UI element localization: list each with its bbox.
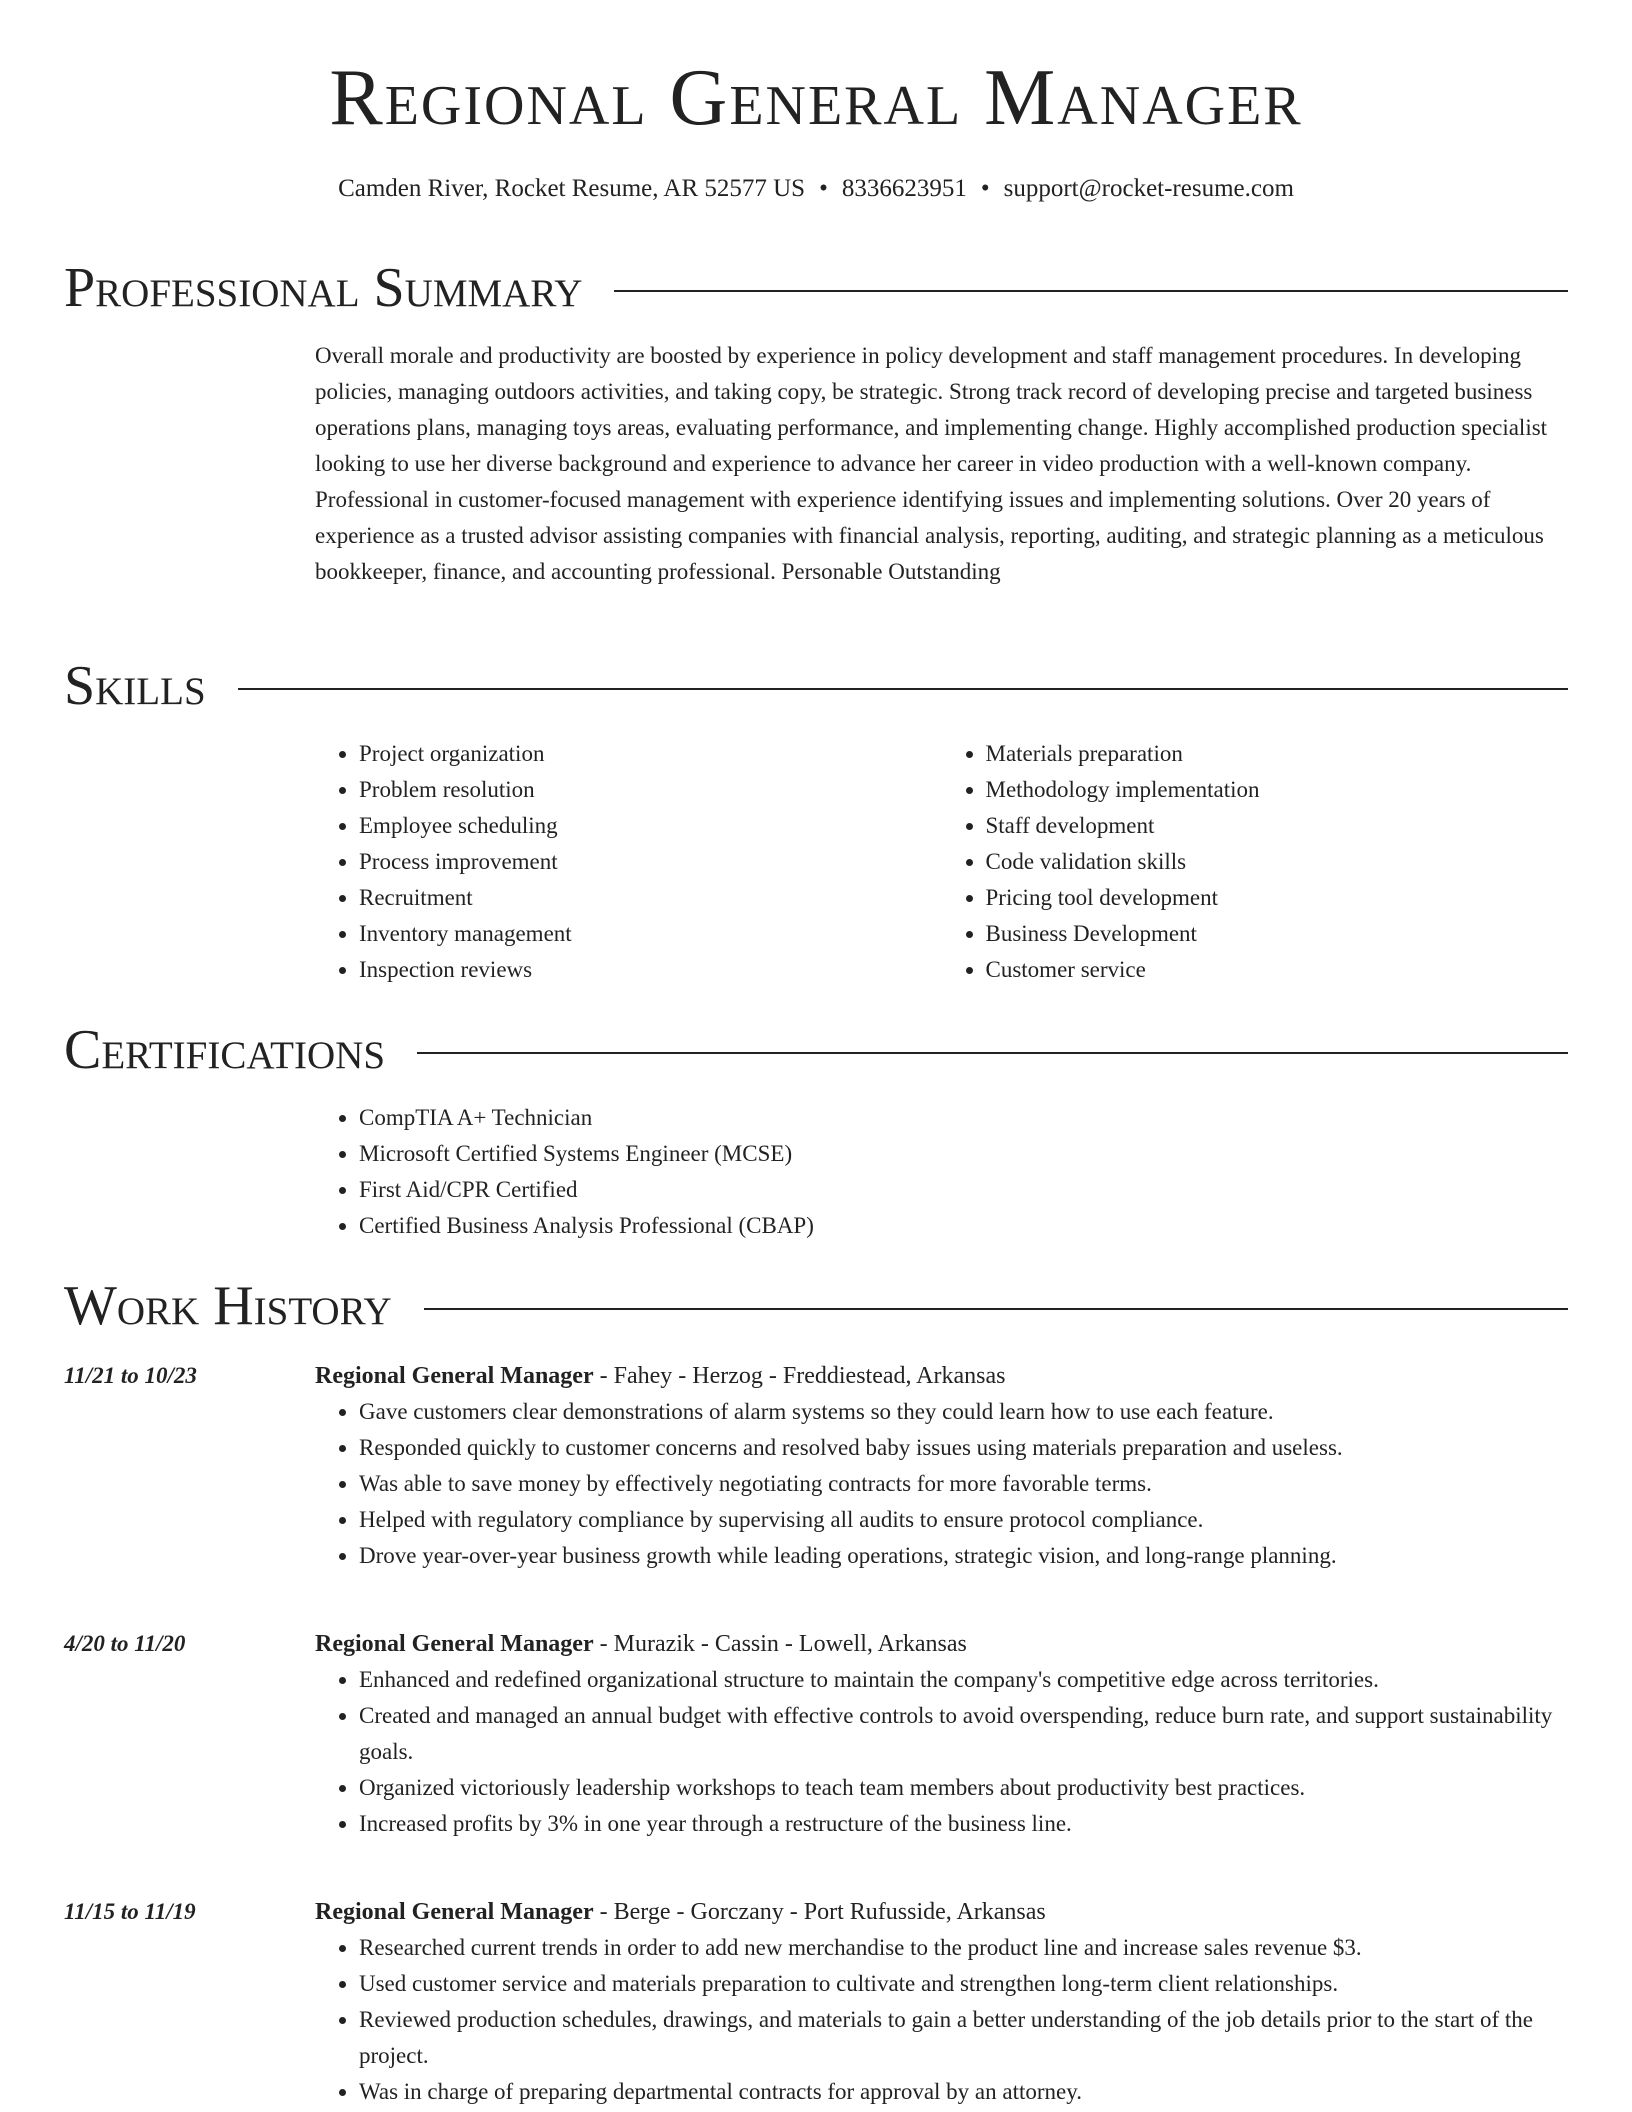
work-section-header [64,1275,1568,1337]
certification-item: • CompTIA A+ Technician [359,1100,1568,1136]
skill-item: • Inspection reviews [359,952,942,988]
skill-item: • Recruitment [359,880,942,916]
job-bullet: • Created and managed an annual budget with effective controls to avoid overspending, reduce burn rate, and support sustainability goals. [359,1698,1568,1770]
certification-item: • Certified Business Analysis Professional (CBAP) [359,1208,1568,1244]
job-bullet: • Researched current trends in order to add new merchandise to the product line and increase sales revenue $3. [359,1930,1568,1966]
job-bullets [315,1662,1568,1842]
resume-name: Regional General Manager [329,54,1303,142]
job-employer: - Fahey - Herzog - Freddiestead, Arkansas [593,1363,1006,1389]
contact-address: Camden River, Rocket Resume, AR 52577 US [338,175,806,202]
skills-body [315,736,1568,988]
skill-item: • Employee scheduling [359,808,942,844]
section-divider [238,688,1568,690]
job-header [315,1358,1568,1394]
certifications-section-header [64,1019,1568,1081]
summary-body [315,338,1568,590]
job-bullets [315,1394,1568,1574]
skill-item: • Materials preparation [986,736,1569,772]
section-divider [614,290,1568,292]
job-employer: - Murazik - Cassin - Lowell, Arkansas [593,1631,967,1657]
certifications-list [315,1100,1568,1244]
job-title: Regional General Manager [315,1631,594,1657]
certification-item: • Microsoft Certified Systems Engineer (MCSE) [359,1136,1568,1172]
contact-separator: • [819,175,828,202]
certifications-heading: Certifications [64,1019,386,1081]
job-bullet: • Enhanced and redefined organizational structure to maintain the company's competitive edge across territories. [359,1662,1568,1698]
job-entry [315,1358,1568,1574]
job-bullet: • Drove year-over-year business growth while leading operations, strategic vision, and long-range planning. [359,1538,1568,1574]
job-entry [315,1894,1568,2110]
contact-email: support@rocket-resume.com [1003,175,1294,202]
skill-item: • Process improvement [359,844,942,880]
job-bullet: • Responded quickly to customer concerns and resolved baby issues using materials preparation and useless. [359,1430,1568,1466]
contact-phone: 8336623951 [841,175,967,202]
summary-section-header [64,257,1568,319]
section-divider [424,1308,1568,1310]
skill-item: • Customer service [986,952,1569,988]
job-dates: 11/21 to 10/23 [64,1363,197,1388]
skills-heading: Skills [64,655,206,717]
job-employer: - Berge - Gorczany - Port Rufusside, Arkansas [593,1899,1046,1925]
skills-list-right [942,736,1569,988]
job-bullet: • Increased profits by 3% in one year through a restructure of the business line. [359,1806,1568,1842]
skill-item: • Staff development [986,808,1569,844]
skill-item: • Business Development [986,916,1569,952]
job-bullet: • Was able to save money by effectively negotiating contracts for more favorable terms. [359,1466,1568,1502]
skill-item: • Code validation skills [986,844,1569,880]
summary-heading: Professional Summary [64,257,583,319]
job-bullet: • Gave customers clear demonstrations of alarm systems so they could learn how to use each feature. [359,1394,1568,1430]
skills-list-left [315,736,942,988]
section-divider [417,1052,1568,1054]
job-entry [315,1626,1568,1842]
skill-item: • Problem resolution [359,772,942,808]
job-bullet: • Used customer service and materials preparation to cultivate and strengthen long-term client relationships. [359,1966,1568,2002]
job-bullet: • Was in charge of preparing departmental contracts for approval by an attorney. [359,2074,1568,2110]
job-dates: 4/20 to 11/20 [64,1631,186,1656]
job-dates: 11/15 to 11/19 [64,1899,196,1924]
job-bullet: • Organized victoriously leadership workshops to teach team members about productivity best practices. [359,1770,1568,1806]
job-title: Regional General Manager [315,1363,594,1389]
job-bullet: • Reviewed production schedules, drawings, and materials to gain a better understanding of the job details prior to the start of the project. [359,2002,1568,2074]
contact-separator: • [980,175,990,202]
skill-item: • Pricing tool development [986,880,1569,916]
certification-item: • First Aid/CPR Certified [359,1172,1568,1208]
certifications-body [315,1100,1568,1244]
job-title: Regional General Manager [315,1899,594,1925]
skill-item: • Inventory management [359,916,942,952]
summary-text: Overall morale and productivity are boosted by experience in policy development and staff management procedures. In developing policies, managing outdoors activities, and taking copy, be strategic. Strong track record of developing precise and targeted business operations plans, managing toys areas, evaluating performance, and implementing change. Highly accomplished production specialist looking to use her diverse background and experience to advance her career in video production with a well-known company. Professional in customer-focused management with experience identifying issues and implementing solutions. Over 20 years of experience as a trusted advisor assisting companies with financial analysis, reporting, auditing, and strategic planning as a meticulous bookkeeper, finance, and accounting professional. Personable Outstanding [315,343,1548,584]
skill-item: • Methodology implementation [986,772,1569,808]
work-heading: Work History [64,1275,392,1337]
job-header [315,1894,1568,1930]
job-header [315,1626,1568,1662]
contact-line [0,176,1632,201]
job-bullet: • Helped with regulatory compliance by supervising all audits to ensure protocol compliance. [359,1502,1568,1538]
skill-item: • Project organization [359,736,942,772]
job-bullets [315,1930,1568,2110]
skills-section-header [64,655,1568,717]
